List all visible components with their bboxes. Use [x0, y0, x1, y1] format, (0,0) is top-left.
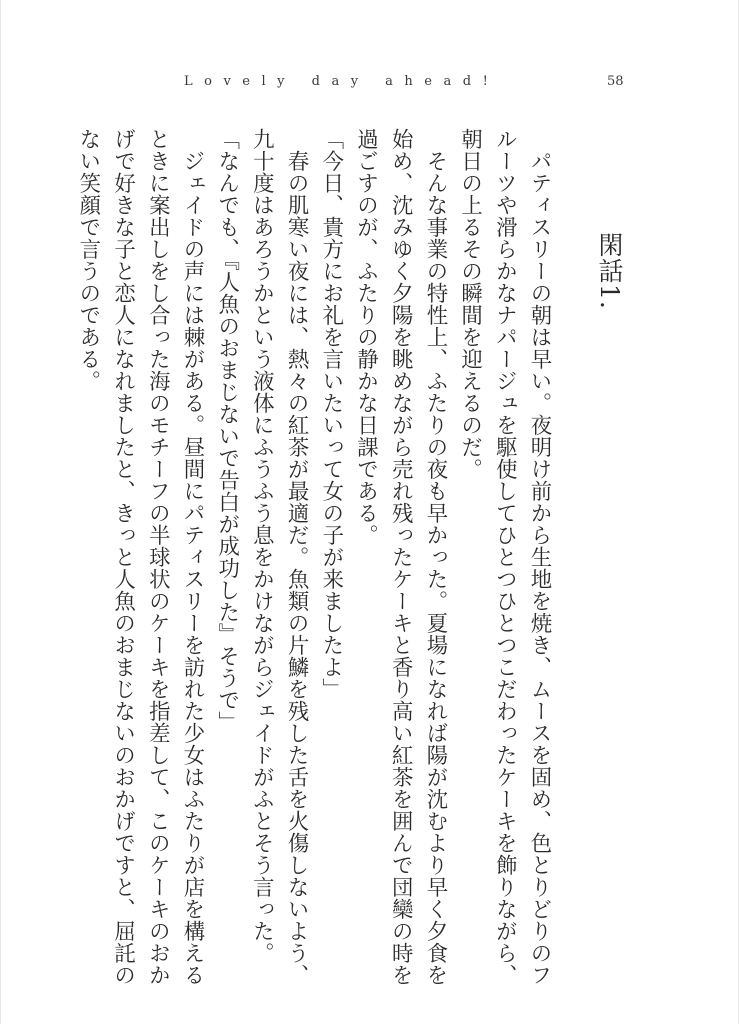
- page-number: 58: [607, 74, 624, 89]
- paragraph-3: 春の肌寒い夜には、熱々の紅茶が最適だ。魚類の片鱗を残した舌を火傷しないよう、九十度はあろうかという液体にふうふう息をかけながらジェイドがふとそう言った。: [249, 128, 310, 986]
- paragraph-4: ジェイドの声には棘がある。昼間にパティスリーを訪れた少女はふたりが店を構えるときに案出しをし合った海のモチーフの半球状のケーキを指差して、このケーキのおかげで好きな子と恋人になれましたと、きっと人魚のおまじないのおかげですと、屈託のない笑顔で言うのである。: [75, 128, 205, 986]
- paragraph-2: そんな事業の特性上、ふたりの夜も早かった。夏場になれば陽が沈むより早く夕食を始め、沈みゆく夕陽を眺めながら売れ残ったケーキと香り高い紅茶を囲んで団欒の時を過ごすのが、ふたりの静かな日課である。: [353, 128, 448, 986]
- running-head-title: Lovely day ahead!: [184, 74, 500, 89]
- body-text: [75, 128, 556, 988]
- dialogue-line-2: 「なんでも、『人魚のおまじないで告白が成功した』そうで」: [214, 128, 240, 734]
- chapter-title: 閑話1.: [595, 232, 624, 310]
- dialogue-line-1: 「今日、貴方にお礼を言いたいって女の子が来ましたよ」: [318, 128, 344, 700]
- paragraph-1: パティスリーの朝は早い。夜明け前から生地を焼き、ムースを固め、色とりどりのフルーツや滑らかなナパージュを駆使してひとつひとつこだわったケーキを飾りながら、朝日の上るその瞬間を迎えるのだ。: [457, 128, 552, 986]
